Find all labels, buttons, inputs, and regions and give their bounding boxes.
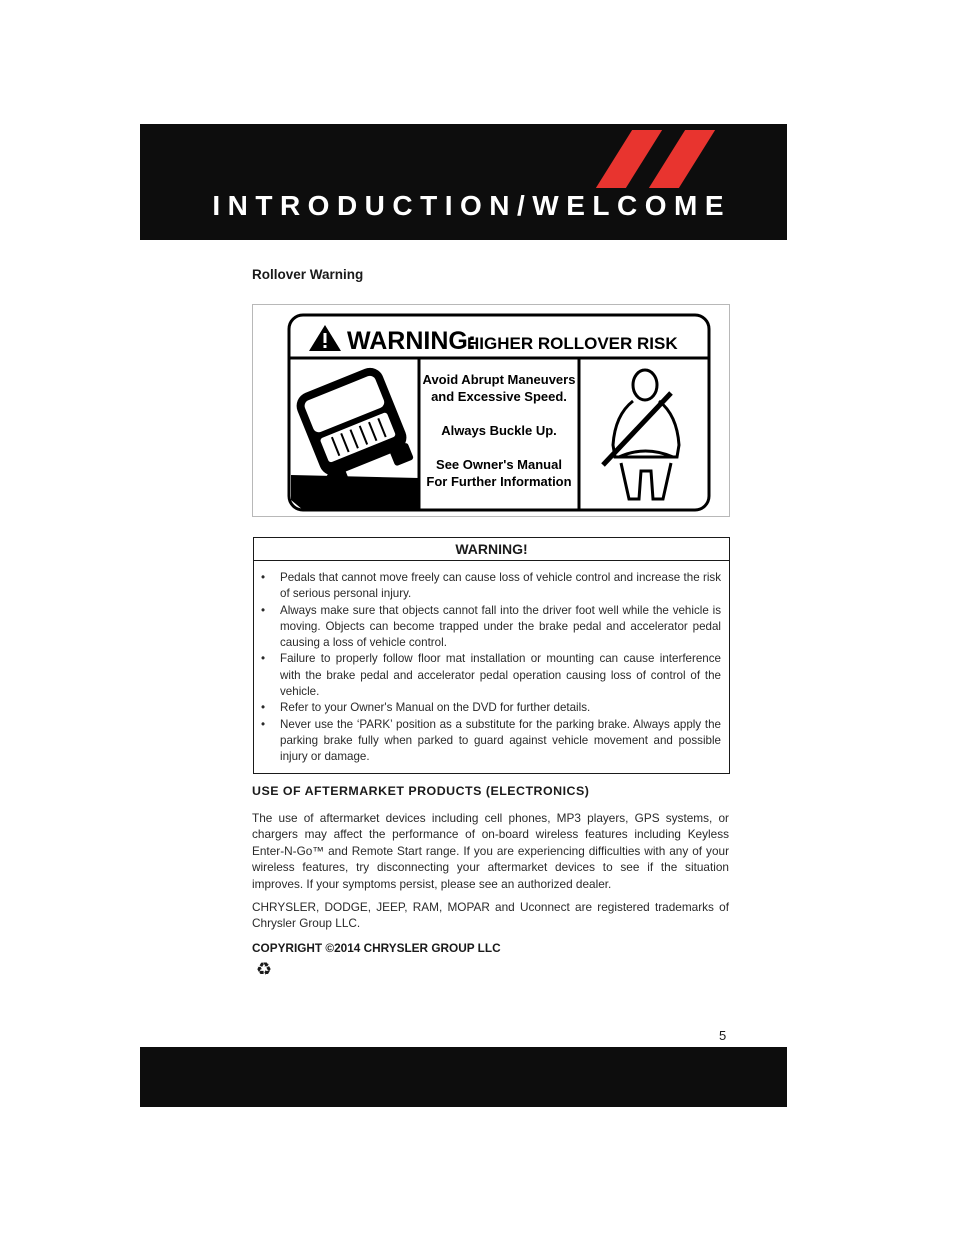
decal-line-4: See Owner's Manual <box>436 457 562 472</box>
warning-item-text: Pedals that cannot move freely can cause loss of vehicle control and increase the risk of serious personal injury. <box>280 571 721 601</box>
warning-item-text: Failure to properly follow floor mat installation or mounting can cause interference with the brake pedal and accelerator pedal operation causing loss of control of the vehicle. <box>280 652 721 699</box>
warning-item-text: Never use the ‘PARK’ position as a substitute for the parking brake. Always apply the parking brake fully when parked to guard against vehicle movement and possible injury or damage. <box>280 717 721 764</box>
decal-title-sub: HIGHER ROLLOVER RISK <box>467 334 678 353</box>
decal-line-5: For Further Information <box>426 474 572 489</box>
warning-box <box>253 537 730 774</box>
rollover-decal-graphic <box>253 305 731 518</box>
warning-item <box>261 717 721 766</box>
bullet: • <box>261 571 266 584</box>
bullet: • <box>261 701 266 715</box>
warning-item-text: Always make sure that objects cannot fall into the driver foot well while the vehicle is moving. Objects can become trapped under the brake pedal and accelerator pedal causing a loss of vehicle control. <box>280 603 721 650</box>
page-number: 5 <box>719 1028 727 1043</box>
rollover-warning-decal <box>252 304 730 517</box>
accent-stripe-right <box>649 130 715 188</box>
footer-band <box>140 1047 787 1107</box>
trademark-paragraph: CHRYSLER, DODGE, JEEP, RAM, MOPAR and Uconnect are registered trademarks of Chrysler Group LLC. <box>252 900 729 931</box>
decal-line-3: Always Buckle Up. <box>441 423 557 438</box>
decal-line-1: Avoid Abrupt Maneuvers <box>422 372 576 387</box>
aftermarket-paragraph: The use of aftermarket devices including cell phones, MP3 players, GPS systems, or chargers may affect the performance of on-board wireless features including Keyless Enter-N-Go™ and Remote Start range. If you are experiencing difficulties with any of your wireless features, try disconnecting your aftermarket devices to see if the situation improves. If your symptoms persist, please see an authorized dealer. <box>252 811 729 891</box>
warning-heading: WARNING! <box>254 538 729 561</box>
accent-stripe-left <box>596 130 662 188</box>
warning-item-text: Refer to your Owner's Manual on the DVD for further details. <box>280 701 591 715</box>
bullet: • <box>261 652 266 666</box>
warning-list <box>254 561 729 766</box>
chapter-title: INTRODUCTION/WELCOME <box>212 190 731 221</box>
header-band <box>140 124 787 240</box>
aftermarket-heading: USE OF AFTERMARKET PRODUCTS (ELECTRONICS) <box>252 784 590 798</box>
decal-line-2: and Excessive Speed. <box>431 389 567 404</box>
bullet: • <box>261 603 266 617</box>
copyright-notice: COPYRIGHT ©2014 CHRYSLER GROUP LLC <box>252 941 501 955</box>
decal-title-main: WARNING: <box>347 327 477 355</box>
bullet: • <box>261 717 266 731</box>
warning-item <box>261 603 721 652</box>
recycle-icon: ♻ <box>256 959 273 980</box>
rollover-warning-label: Rollover Warning <box>252 267 364 282</box>
warning-item <box>261 570 721 603</box>
warning-item <box>261 700 721 716</box>
warning-item <box>261 651 721 700</box>
